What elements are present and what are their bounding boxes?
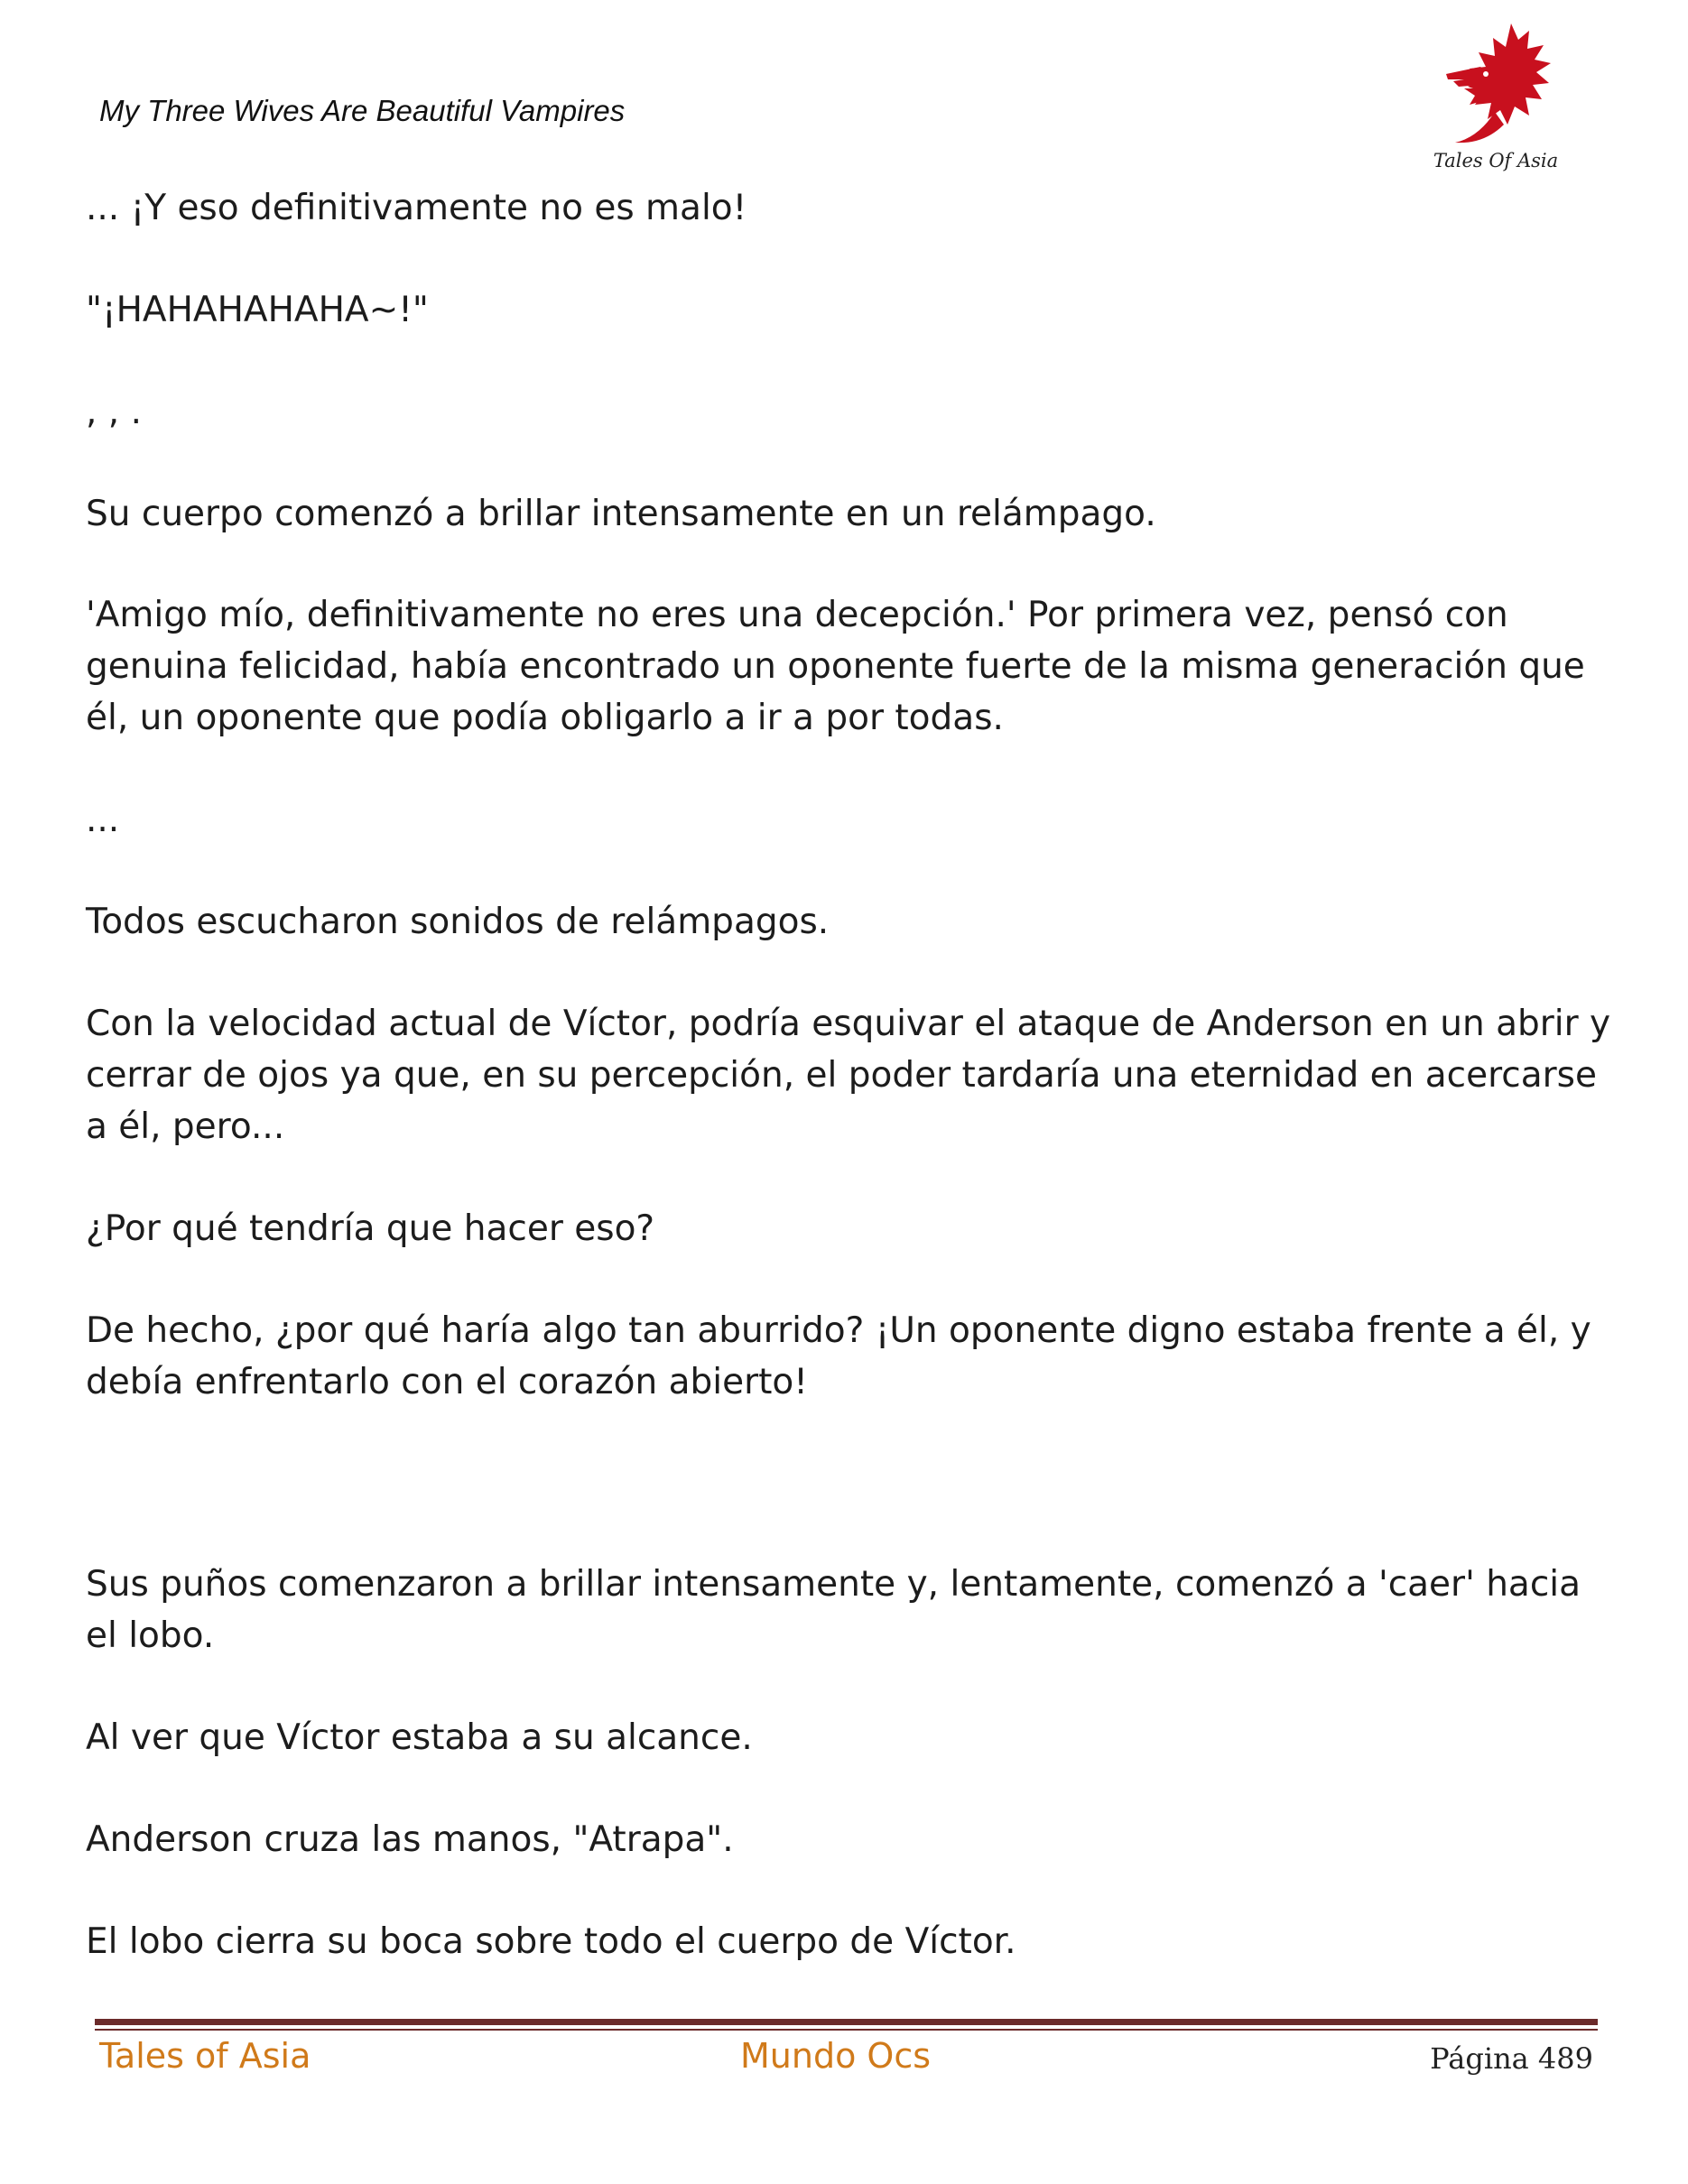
footer-rule <box>95 2019 1598 2025</box>
paragraph: , , . <box>86 391 142 432</box>
paragraph: El lobo cierra su boca sobre todo el cuerpo de Víctor. <box>86 1920 1016 1962</box>
paragraph: De hecho, ¿por qué haría algo tan aburrido? ¡Un oponente digno estaba frente a él, y debía enfrentarlo con el corazón abierto! <box>86 1309 1603 1402</box>
page-number: Página 489 <box>1430 2041 1593 2076</box>
paragraph: 'Amigo mío, definitivamente no eres una decepción.' Por primera vez, pensó con genuina felicidad, había encontrado un oponente fuerte de la misma generación que él, un oponente que podía obligarlo a ir a por todas. <box>86 595 1597 739</box>
paragraph: ¿Por qué tendría que hacer eso? <box>86 1208 655 1249</box>
paragraph: Anderson cruza las manos, "Atrapa". <box>86 1819 734 1861</box>
book-title: My Three Wives Are Beautiful Vampires <box>99 94 626 127</box>
paragraph: Su cuerpo comenzó a brillar intensamente en un relámpago. <box>86 493 1156 534</box>
logo-text: Tales Of Asia <box>1433 150 1559 171</box>
paragraph: Sus puños comenzaron a brillar intensamente y, lentamente, comenzó a 'caer' hacia el lobo. <box>86 1564 1592 1657</box>
footer-rule-thin <box>95 2029 1598 2031</box>
paragraph: Con la velocidad actual de Víctor, podría esquivar el ataque de Anderson en un abrir y cerrar de ojos ya que, en su percepción, el poder tardaría una eternidad en acercarse a él, pero... <box>86 1004 1622 1148</box>
dragon-icon <box>1428 18 1563 153</box>
tales-of-asia-logo <box>1428 18 1563 180</box>
page-body <box>86 182 1620 1967</box>
paragraph: ... <box>86 800 120 841</box>
paragraph: ... ¡Y eso definitivamente no es malo! <box>86 188 747 228</box>
paragraph: Al ver que Víctor estaba a su alcance. <box>86 1717 753 1759</box>
footer-publisher: Tales of Asia <box>99 2036 311 2076</box>
paragraph: "¡HAHAHAHAHA~!" <box>86 289 429 330</box>
paragraph: Todos escucharon sonidos de relámpagos. <box>86 902 830 943</box>
footer-section: Mundo Ocs <box>740 2036 932 2076</box>
